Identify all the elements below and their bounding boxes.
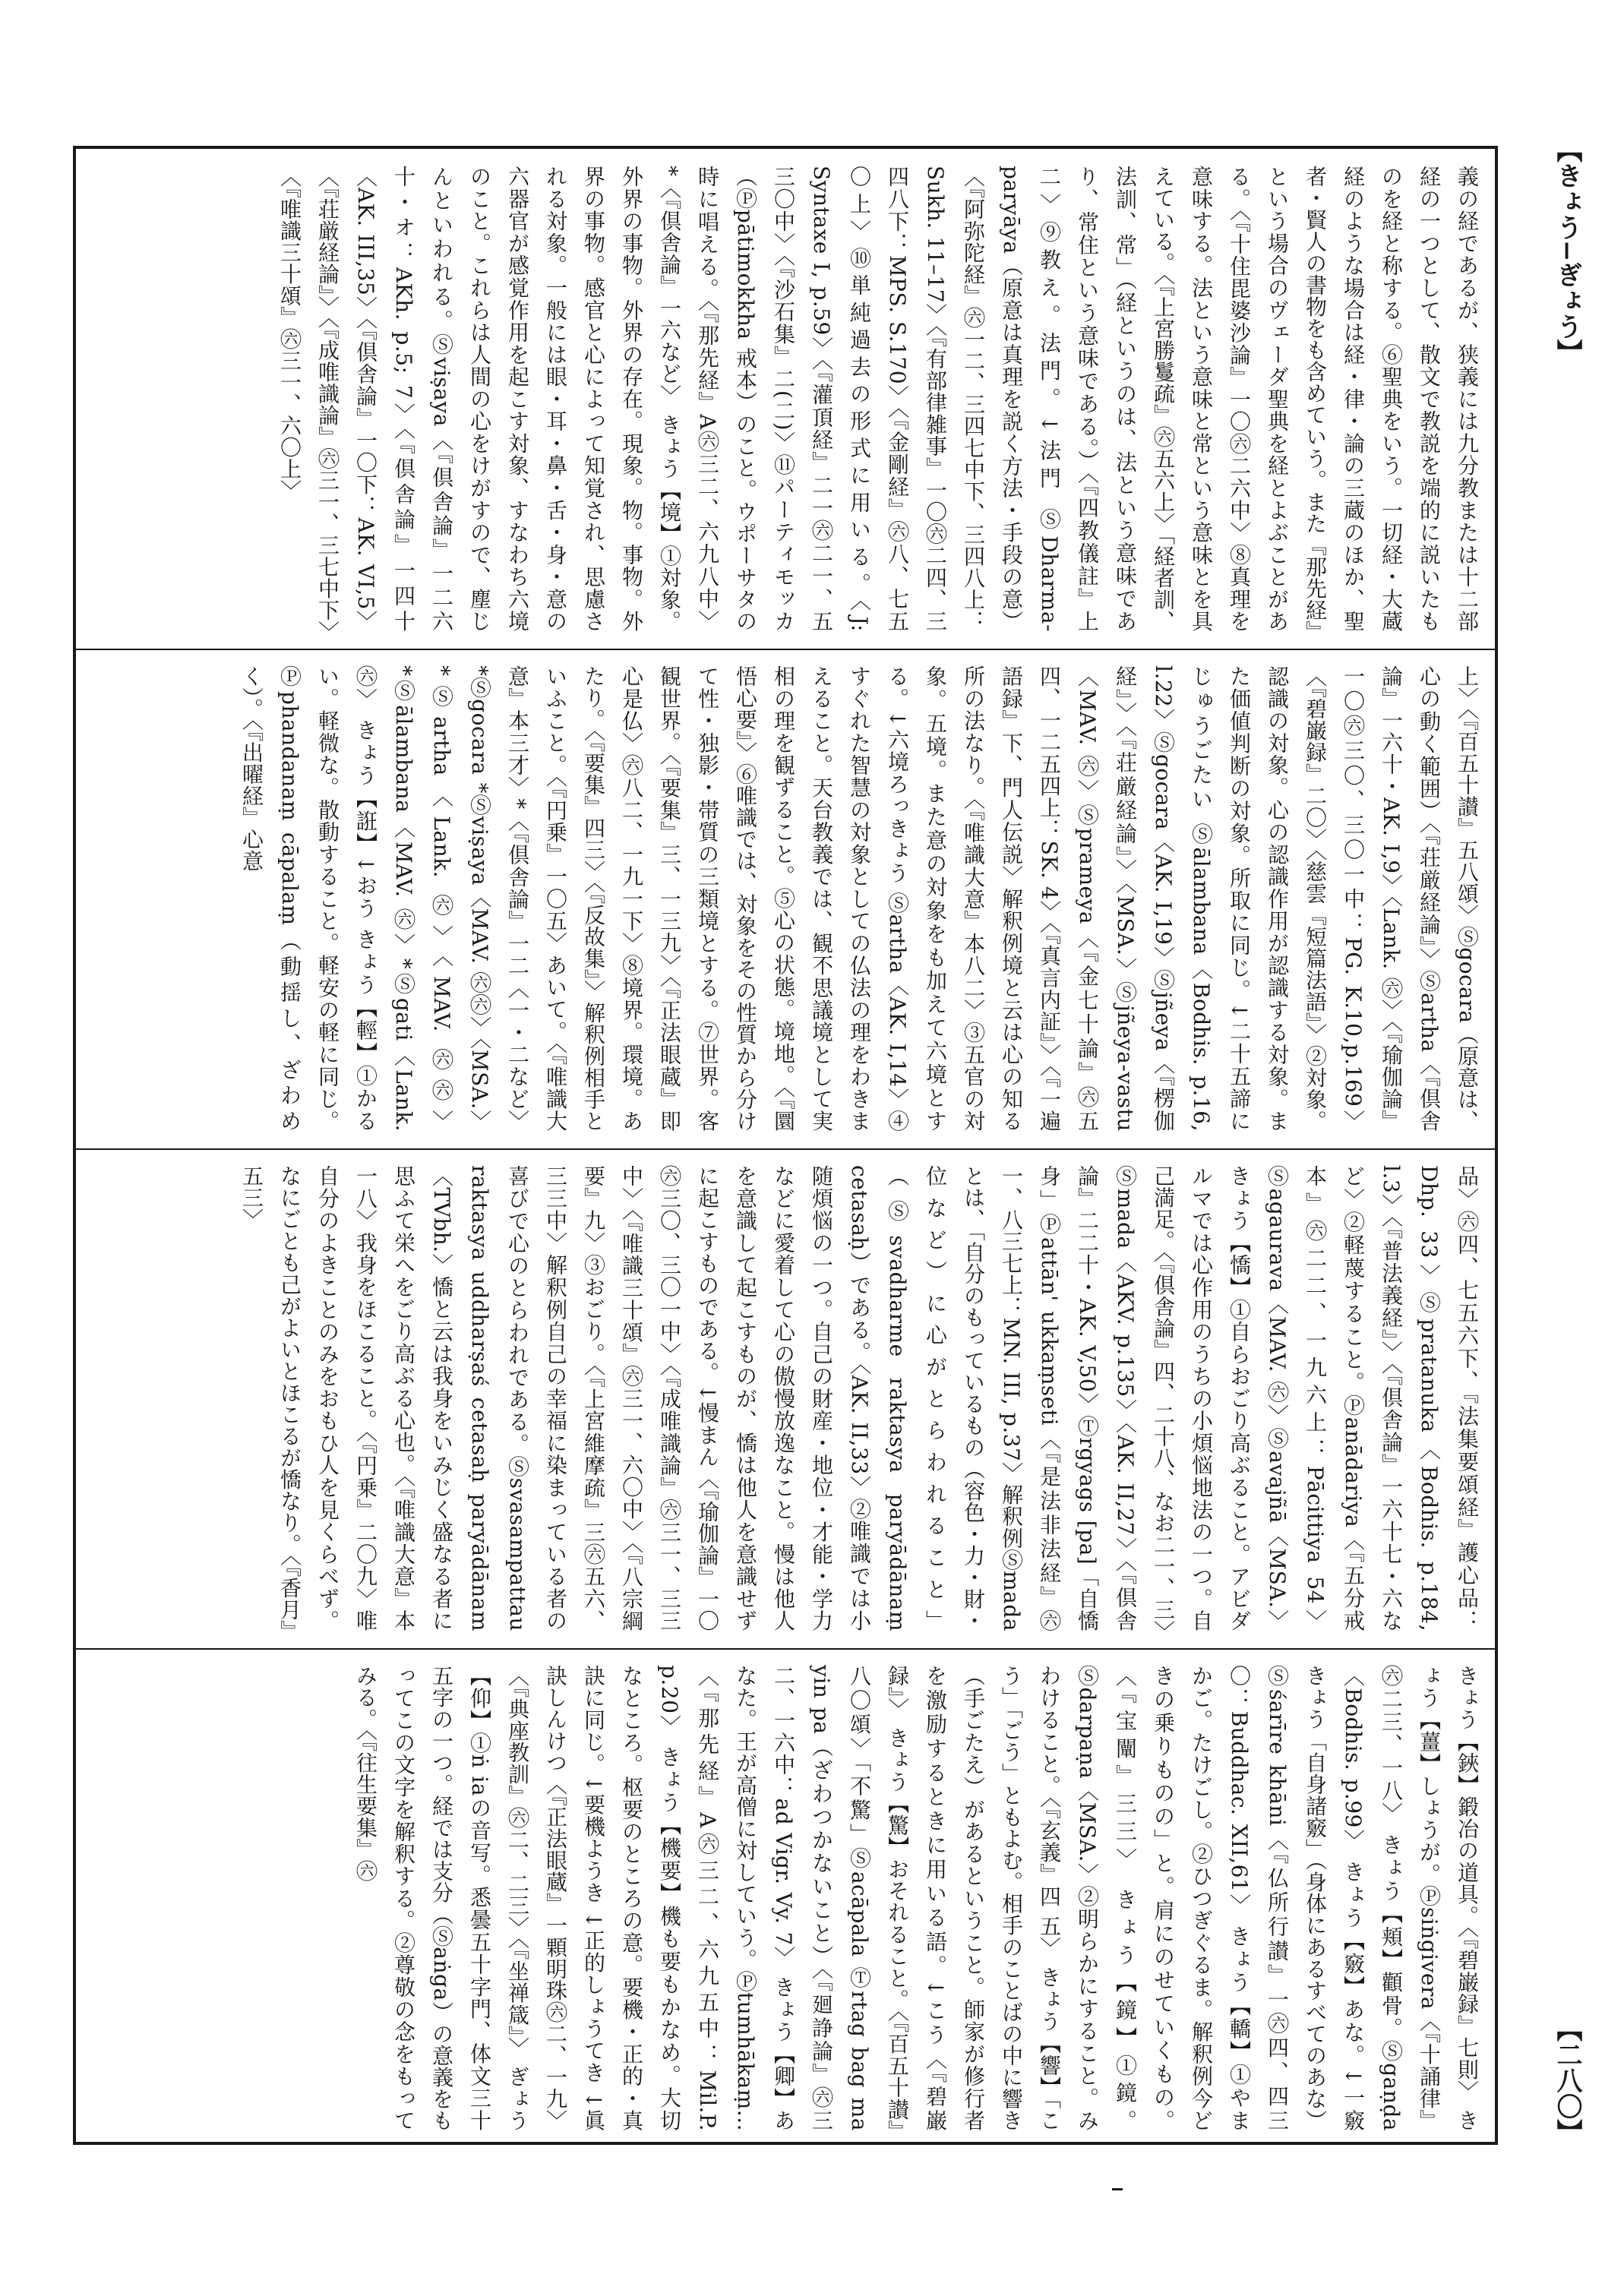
entry-text-tier-4: きょう【鋏】鍛冶の道具。〈『碧巌録』七則〉 きょう【薑】しょうが。Ⓟsiṅgivera〈『十誦律』㊅二三、一八〉 きょう【頬】顴骨。Ⓢgaṇḍa〈Bodhis. p.99〉 きょう【竅】あな。↓一竅きょう「自身諸竅」（身体にあるすべてのあな）Ⓢśarīre khāni〈『仏所行讃』一㊅四、四三〇：Buddhac. XII,61〉 きょう【轎】①やまかご。たけごし。②ひつぎぐるま。解釈例今どきの乗りものの」と。肩にのせていくもの。〈『宝闡』三三〉 きょう【鏡】①鏡。Ⓢdarpaṇa〈MSA.〉②明らかにすること。みわけること。〈『玄義』四 五〉 きょう【響】「こう」「ごう」ともよむ。相手のことばの中に響き（手ごたえ）があるということ。師家が修行者を激励するときに用いる語。↓こう〈『碧巌録』〉 きょう【驚】おそれること。〈『百五十讃』八〇頌〉「不驚」Ⓢacāpala Ⓣrtag bag ma yin pa（ざわつかないこと）〈『廻諍論』㊅三二、一六中：ad Vigr. Vy. 7〉 きょう【卿】あなた。王が高僧に対していう。Ⓟtumhākaṃ...〈『那先経』A㊅三二、六九五中：Mil.P. p.20〉 きょう【機要】機も要もかなめ。大切なところ。枢要のところの意。要機・正的・真訣に同じ。↓要機ようき ↓正的しょうてき ↓眞訣しんけつ〈『正法眼蔵』一顆明珠㊅二、一九〉〈『典座教訓』㊅二、二三〉〈『坐禅箴』〉 ぎょう【仰】①ṅ iaの音写。悉曇五十字門、体文三十五字の一つ。経では支分（Ⓢaṅga）の意義をもってこの文字を解釈する。②尊敬の念をもってみる。〈『往生要集』㊅ (353, 1665, 1480, 2131)
page-edge-mark (1112, 2188, 1123, 2190)
text-tier-2 (76, 649, 1495, 1148)
text-tier-4 (76, 1648, 1495, 2148)
entry-text-tier-1: 義の経であるが、狭義には九分教または十二部経の一つとして、散文で教説を端的に説いたものを経と称する。⑥聖典をいう。一切経・大蔵経のような場合は経・律・論の三蔵のほか、聖者・賢人の書物をも含めていう。また『那先経』という場合のヴェーダ聖典を経とよぶことがある。〈『十住毘婆沙論』一〇㊅二六中〉⑧真理を意味する。法という意味と常という意味とを具えている。〈『上宮勝鬘疏』㊅五六上〉「経者訓、法訓、常」（経というのは、法という意味であり、常住という意味である。）〈『四教儀註』上二〉⑨教え。法門。↓法門 ⓈDharma-paryāya（原意は真理を説く方法・手段の意）〈『阿弥陀経』㊅一二、三四七中下、三四八上：Sukh. 11–17〉〈『有部律雑事』一〇㊅二四、三四八下：MPS. S.170〉〈『金剛経』㊅八、七五〇上〉⑩単純過去の形式に用いる。〈J: Syntaxe I, p.59〉〈『灌頂経』二一㊅二一、五三〇中〉〈『沙石集』二(二)〉⑪パーティモッカ（Ⓟpātimokkha 戒本）のこと。ウポーサタの時に唱える。〈『那先経』A㊅三二、六九八中〉 *〈『倶舎論』一六など〉 きょう【境】①対象。外界の事物。外界の存在。現象。物。事物。外界の事物。感官と心によって知覚され、思慮される対象。一般には眼・耳・鼻・舌・身・意の六器官が感覚作用を起こす対象、すなわち六境のこと。これらは人間の心をけがすので、塵じんといわれる。Ⓢviṣaya〈『倶舎論』一二六十・オ：AKh. p.5; 7〉〈『倶舎論』一四十〈AK. III,35〉〈『倶舎論』一〇下：AK. VI,5〉〈『荘厳経論』〉〈『成唯識論』㊅三一、三七中下〉〈『唯識三十頌』㊅三一、六〇上〉 (277, 166, 1480, 632)
entry-text-tier-3: 品〉㊅四、七五六下、『法集要頌経』護心品：Dhp. 33〉Ⓢpratanuka〈Bodhis. p.184, l.3〉〈『普法義経』〉〈『倶舎論』一六十七・六など〉②軽蔑すること。Ⓟanādariya〈『五分戒本』㊅二二、一九六上：Pācittiya 54〉Ⓢagaurava〈MAV. ㊅〉Ⓢavajñā〈MSA.〉 きょう【憍】①自らおごり高ぶること。アビダルマでは心作用のうちの小煩悩地法の一つ。自己満足。〈『倶舎論』四、二十八、なお二一、三〉Ⓢmada〈AKV. p.135〉〈AK. II,27〉〈『倶舎論』二二十・AK. V,50〉Ⓣrgyags [pa]「自憍身」Ⓟattān' ukkaṃseti〈『是法非法経』㊅一、八三七上：MN. III, p.37〉解釈例Ⓢmadaとは、「自分のもっているもの（容色・力・財・位など）に心がとらわれること」（Ⓢsvadharme raktasya paryādānaṃ cetasaḥ）である。〈AK. II,33〉②唯識では小随煩悩の一つ。自己の財産・地位・才能・学力などに愛着して心の傲慢放逸なこと。慢は他人を意識して起こすものが、憍は他人を意識せずに起こすものである。↓慢まん〈『瑜伽論』一〇㊅三〇、三〇一中〉〈『成唯識論』㊅三一、三三中〉〈『唯識三十頌』㊅三一、六〇中〉〈『八宗綱要』九〉③おごり。〈『上宮維摩疏』三㊅五六、三三中〉解釈例自己の幸福に染まっている者の喜びで心のとらわれである。Ⓢsvasampattau raktasya uddharṣaś cetasaḥ paryādānam〈TVbh.〉憍と云は我身をいみじく盛なる者に思ふて栄へをごり高ぶる心也。〈『唯識大意』本一八〉我身をほこること。〈『円乗』二〇九〉唯自分のよきことのみをおもひ人を見くらべず。なにごとも己がよいとほこるが憍なり。〈『香月』五三〉 (239, 1165, 1480, 1631)
entry-text-tier-2: 上〉〈『百五十讃』五八頌〉Ⓢgocara（原意は、心の動く範囲）〈『荘厳経論』〉Ⓢartha〈『倶舎論』一六十・AK. I,9〉〈Lank. ㊅〉〈『瑜伽論』一〇㊅三〇、三〇一中：PG. K.10,p.169〉〈『碧巌録』二〇〉〈慈雲『短篇法語』〉②対象。認識の対象。心の認識作用が認識する対象。また価値判断の対象。所取に同じ。↓二十五諦にじゅうごたい Ⓢālambana〈Bodhis. p.16, l.22〉Ⓢgocara〈AK. I,19〉Ⓢjñeya〈『楞伽経』〉〈『荘厳経論』〉〈MSA.〉Ⓢjñeya-vastu〈MAV. ㊅〉Ⓢprameya〈『金七十論』㊅五四、一二五四上：SK. 4〉〈『真言内証』〉〈『一遍語録』下、門人伝説〉解釈例境と云は心の知る所の法なり。〈『唯識大意』本八二〉③五官の対象。五境。また意の対象をも加えて六境とする。↓六境ろっきょう Ⓢartha〈AK. I,14〉④すぐれた智慧の対象としての仏法の理をわきまえること。天台教義では、観不思議境として実相の理を観ずること。⑤心の状態。境地。〈『圜悟心要』〉⑥唯識では、対象をその性質から分けて性・独影・帯質の三類境とする。⑦世界。客観世界。〈『要集』三、一三九〉〈『正法眼蔵』即心是仏〉㊅八二、一九一下〉⑧境界。環境。あたり。〈『要集』四三〉〈『反故集』〉解釈例相手といふこと。〈『円乗』一〇五〉あいて。〈『唯識大意』本三才〉*〈『倶舎論』一二〈一・二など〉*Ⓢgocara *Ⓢviṣaya〈MAV. ㊅㊅〉〈MSA.〉*Ⓢartha〈Lank. ㊅〉〈MAV. ㊅㊅〉*Ⓢālambana〈MAV. ㊅〉*Ⓢgati〈Lank. ㊅〉 きょう【誑】↓おう きょう【輕】①かるい。軽微な。散動すること。軽安の軽に同じ。Ⓟphandanaṃ cāpalaṃ（動揺し、ざわめく）。〈『出曜経』心意 (239, 665, 1480, 1132)
text-tier-1 (76, 149, 1495, 649)
text-tier-3 (76, 1148, 1495, 1648)
page-frame (73, 146, 1498, 2145)
page-number: 【二八〇】 (1552, 2016, 1582, 2145)
running-head: 【きょう−ぎょう】 (1552, 137, 1582, 365)
